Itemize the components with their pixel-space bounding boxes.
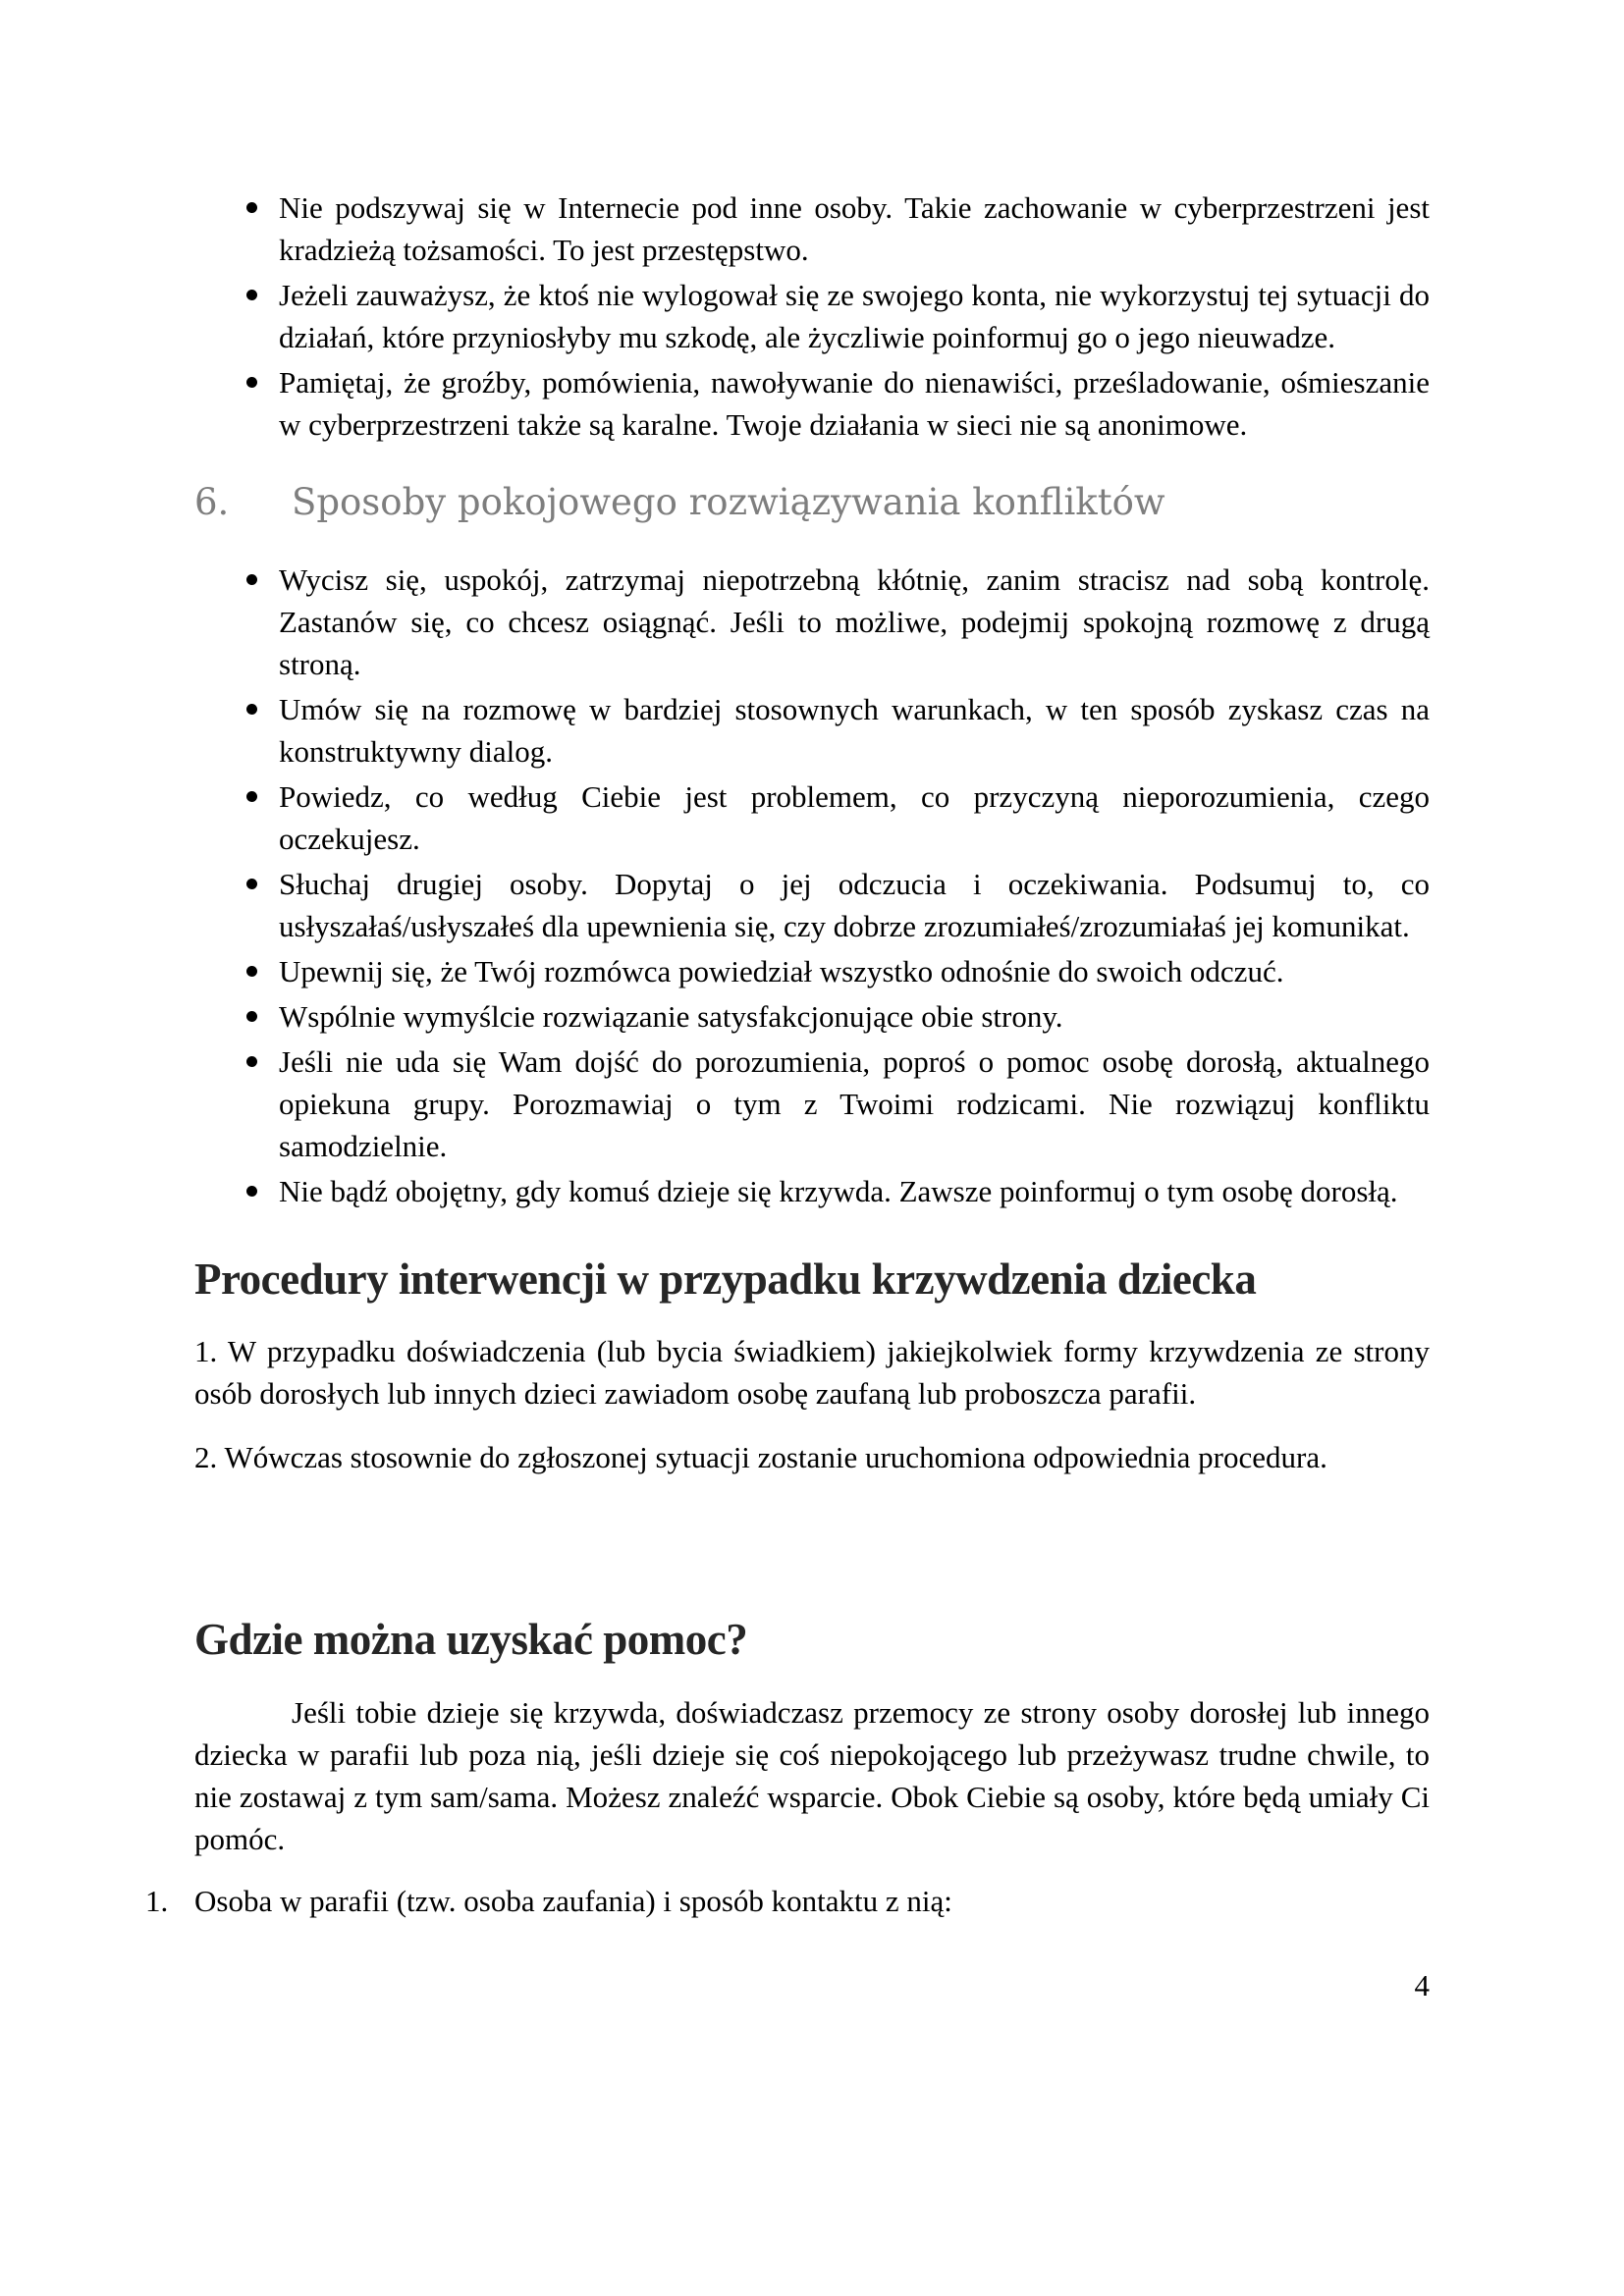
bullet-icon bbox=[246, 1186, 257, 1197]
list-item-text: Nie podszywaj się w Internecie pod inne osoby. Takie zachowanie w cyberprzestrzeni jest kradzieżą tożsamości. To jest przestępstwo. bbox=[279, 190, 1430, 267]
list-item bbox=[194, 1170, 1430, 1212]
list-item bbox=[194, 1041, 1430, 1167]
bullet-icon bbox=[246, 574, 257, 585]
procedures-paragraph-1: 1. W przypadku doświadczenia (lub bycia świadkiem) jakiejkolwiek formy krzywdzenia ze strony osób dorosłych lub innych dzieci zawiadom osobę zaufaną lub proboszcza parafii. bbox=[194, 1334, 1430, 1411]
list-item bbox=[194, 995, 1430, 1038]
list-item-text: Nie bądź obojętny, gdy komuś dzieje się krzywda. Zawsze poinformuj o tym osobę dorosłą. bbox=[279, 1174, 1398, 1208]
section-title: Sposoby pokojowego rozwiązywania konfliktów bbox=[292, 481, 1165, 523]
list-item-text: Powiedz, co według Ciebie jest problemem, co przyczyną nieporozumienia, czego oczekujesz. bbox=[279, 779, 1430, 856]
list-item-text: Pamiętaj, że groźby, pomówienia, nawoływanie do nienawiści, prześladowanie, ośmieszanie w cyberprzestrzeni także są karalne. Twoje działania w sieci nie są anonimowe. bbox=[279, 365, 1430, 442]
list-item bbox=[194, 274, 1430, 358]
heading-intervention-procedures: Procedury interwencji w przypadku krzywdzenia dziecka bbox=[194, 1255, 1257, 1304]
list-item-text: Umów się na rozmowę w bardziej stosownych warunkach, w ten sposób zyskasz czas na konstruktywny dialog. bbox=[279, 692, 1430, 769]
list-item-text: Jeśli nie uda się Wam dojść do porozumienia, poproś o pomoc osobę dorosłą, aktualnego opiekuna grupy. Porozmawiaj o tym z Twoimi rodzicami. Nie rozwiązuj konfliktu samodzielnie. bbox=[279, 1044, 1430, 1163]
list-item-text: Słuchaj drugiej osoby. Dopytaj o jej odczucia i oczekiwania. Podsumuj to, co usłyszałaś/usłyszałeś dla upewnienia się, czy dobrze zrozumiałeś/zrozumiałaś jej komunikat. bbox=[279, 867, 1430, 943]
list-item-text: Upewnij się, że Twój rozmówca powiedział wszystko odnośnie do swoich odczuć. bbox=[279, 954, 1284, 988]
heading-where-to-get-help: Gdzie można uzyskać pomoc? bbox=[194, 1615, 748, 1664]
bullet-icon bbox=[246, 290, 257, 300]
bullet-icon bbox=[246, 1056, 257, 1067]
list-item bbox=[194, 361, 1430, 446]
list-item-text: Jeżeli zauważysz, że ktoś nie wylogował się ze swojego konta, nie wykorzystuj tej sytuacji do działań, które przyniosłyby mu szkodę, ale życzliwie poinformuj go o jego nieuwadze. bbox=[279, 278, 1430, 354]
list-item bbox=[194, 950, 1430, 992]
section-number: 6. bbox=[194, 481, 230, 523]
bullet-icon bbox=[246, 202, 257, 213]
list-item-text: Wycisz się, uspokój, zatrzymaj niepotrzebną kłótnię, zanim stracisz nad sobą kontrolę. Zastanów się, co chcesz osiągnąć. Jeśli to możliwe, podejmij spokojną rozmowę z drugą stroną. bbox=[279, 562, 1430, 681]
bullet-icon bbox=[246, 1011, 257, 1022]
bullet-icon bbox=[246, 879, 257, 889]
help-paragraph: Jeśli tobie dzieje się krzywda, doświadczasz przemocy ze strony osoby dorosłej lub innego dziecka w parafii lub poza nią, jeśli dzieje się coś niepokojącego lub przeżywasz trudne chwile, to nie zostawaj z tym sam/sama. Możesz znaleźć wsparcie. Obok Ciebie są osoby, które będą umiały Ci pomóc. bbox=[194, 1695, 1430, 1856]
list-item-text: Osoba w parafii (tzw. osoba zaufania) i sposób kontaktu z nią: bbox=[194, 1884, 952, 1918]
list-number: 1. bbox=[145, 1884, 169, 1918]
document-content bbox=[145, 0, 1430, 2006]
bullet-icon bbox=[246, 791, 257, 802]
cyber-rules-bullet-list bbox=[194, 187, 1430, 446]
numbered-list-item-trusted-person bbox=[145, 1880, 1430, 1922]
list-item bbox=[194, 187, 1430, 271]
bullet-icon bbox=[246, 966, 257, 977]
bullet-icon bbox=[246, 377, 257, 388]
bullet-icon bbox=[246, 704, 257, 715]
list-item bbox=[194, 863, 1430, 947]
procedures-paragraph-2: 2. Wówczas stosownie do zgłoszonej sytuacji zostanie uruchomiona odpowiednia procedura. bbox=[194, 1440, 1327, 1474]
conflict-resolution-bullet-list bbox=[194, 559, 1430, 1212]
list-item-text: Wspólnie wymyślcie rozwiązanie satysfakcjonujące obie strony. bbox=[279, 999, 1063, 1034]
list-item bbox=[194, 775, 1430, 860]
list-item bbox=[194, 559, 1430, 685]
page-number: 4 bbox=[1414, 1968, 1430, 2002]
list-item bbox=[194, 688, 1430, 773]
section-heading-conflicts bbox=[194, 480, 1430, 525]
